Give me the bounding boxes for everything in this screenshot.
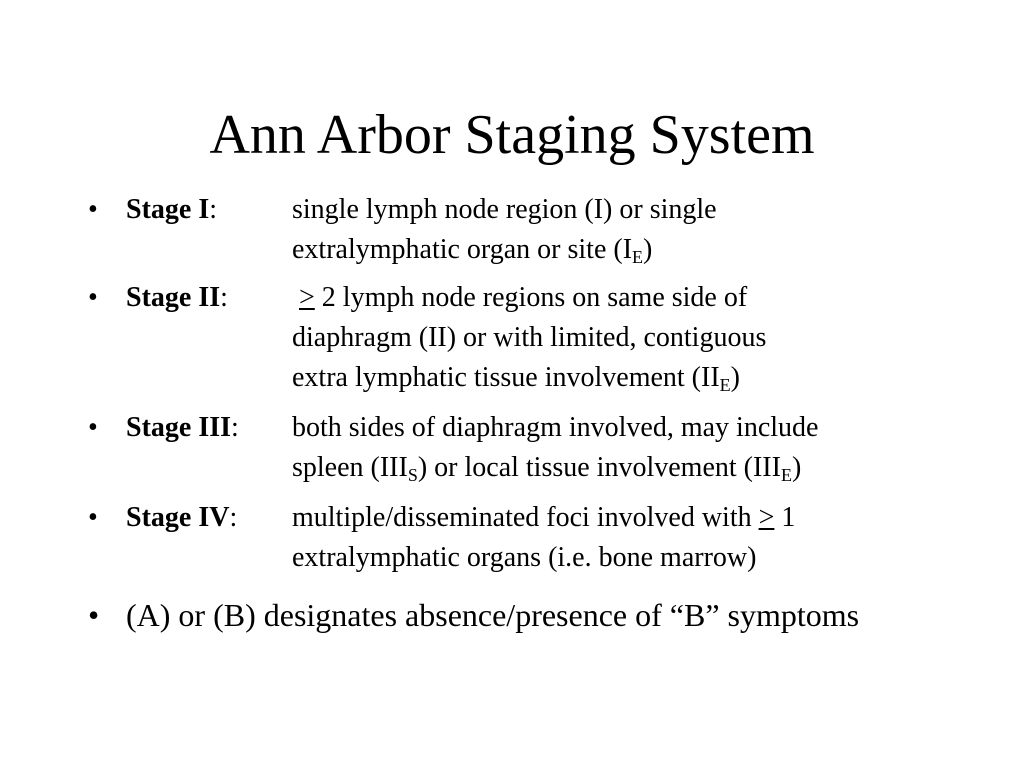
description-line: single lymph node region (I) or single [292, 194, 717, 225]
list-item-stage-4 [88, 498, 968, 578]
description-line: extra lymphatic tissue involvement $(II_E)$ [292, 362, 740, 395]
description-line: extralymphatic organs (i.e. bone marrow) [292, 542, 757, 573]
stage-description [292, 278, 972, 398]
stage-description [292, 408, 972, 488]
stage-label: Stage IV: [126, 502, 238, 533]
bullet: • [88, 282, 98, 313]
slide-title: Ann Arbor Staging System [209, 104, 815, 166]
bullet: • [88, 502, 98, 533]
list-item-stage-2 [88, 278, 968, 398]
bullet: • [88, 194, 98, 225]
list-item-stage-1 [88, 190, 968, 270]
description-line: spleen $(III_S)$ or local tissue involvement $(III_E)$ [292, 452, 802, 485]
list-item-note [88, 592, 968, 684]
greater-equal-symbol: > [299, 282, 315, 313]
stage-label: Stage II: [126, 282, 228, 313]
greater-equal-symbol: > [758, 502, 775, 533]
description-line: diaphragm (II) or with limited, contiguous [292, 322, 767, 353]
note-text: (A) or (B) designates absence/presence of “B” symptoms [126, 597, 860, 633]
bullet: • [88, 412, 98, 443]
description-line: both sides of diaphragm involved, may include [292, 412, 819, 443]
stage-description [292, 498, 972, 578]
stage-description [292, 190, 972, 270]
description-line: multiple/disseminated foci involved with > 1 [292, 502, 796, 533]
description-line: extralymphatic organ or site $(I_E)$ [292, 234, 653, 267]
description-line: > 2 lymph node regions on same side of [299, 282, 748, 313]
stage-label: Stage I: [126, 194, 218, 225]
list-item-stage-3 [88, 408, 968, 488]
stage-label: Stage III: [126, 412, 239, 443]
bullet: • [88, 597, 100, 633]
